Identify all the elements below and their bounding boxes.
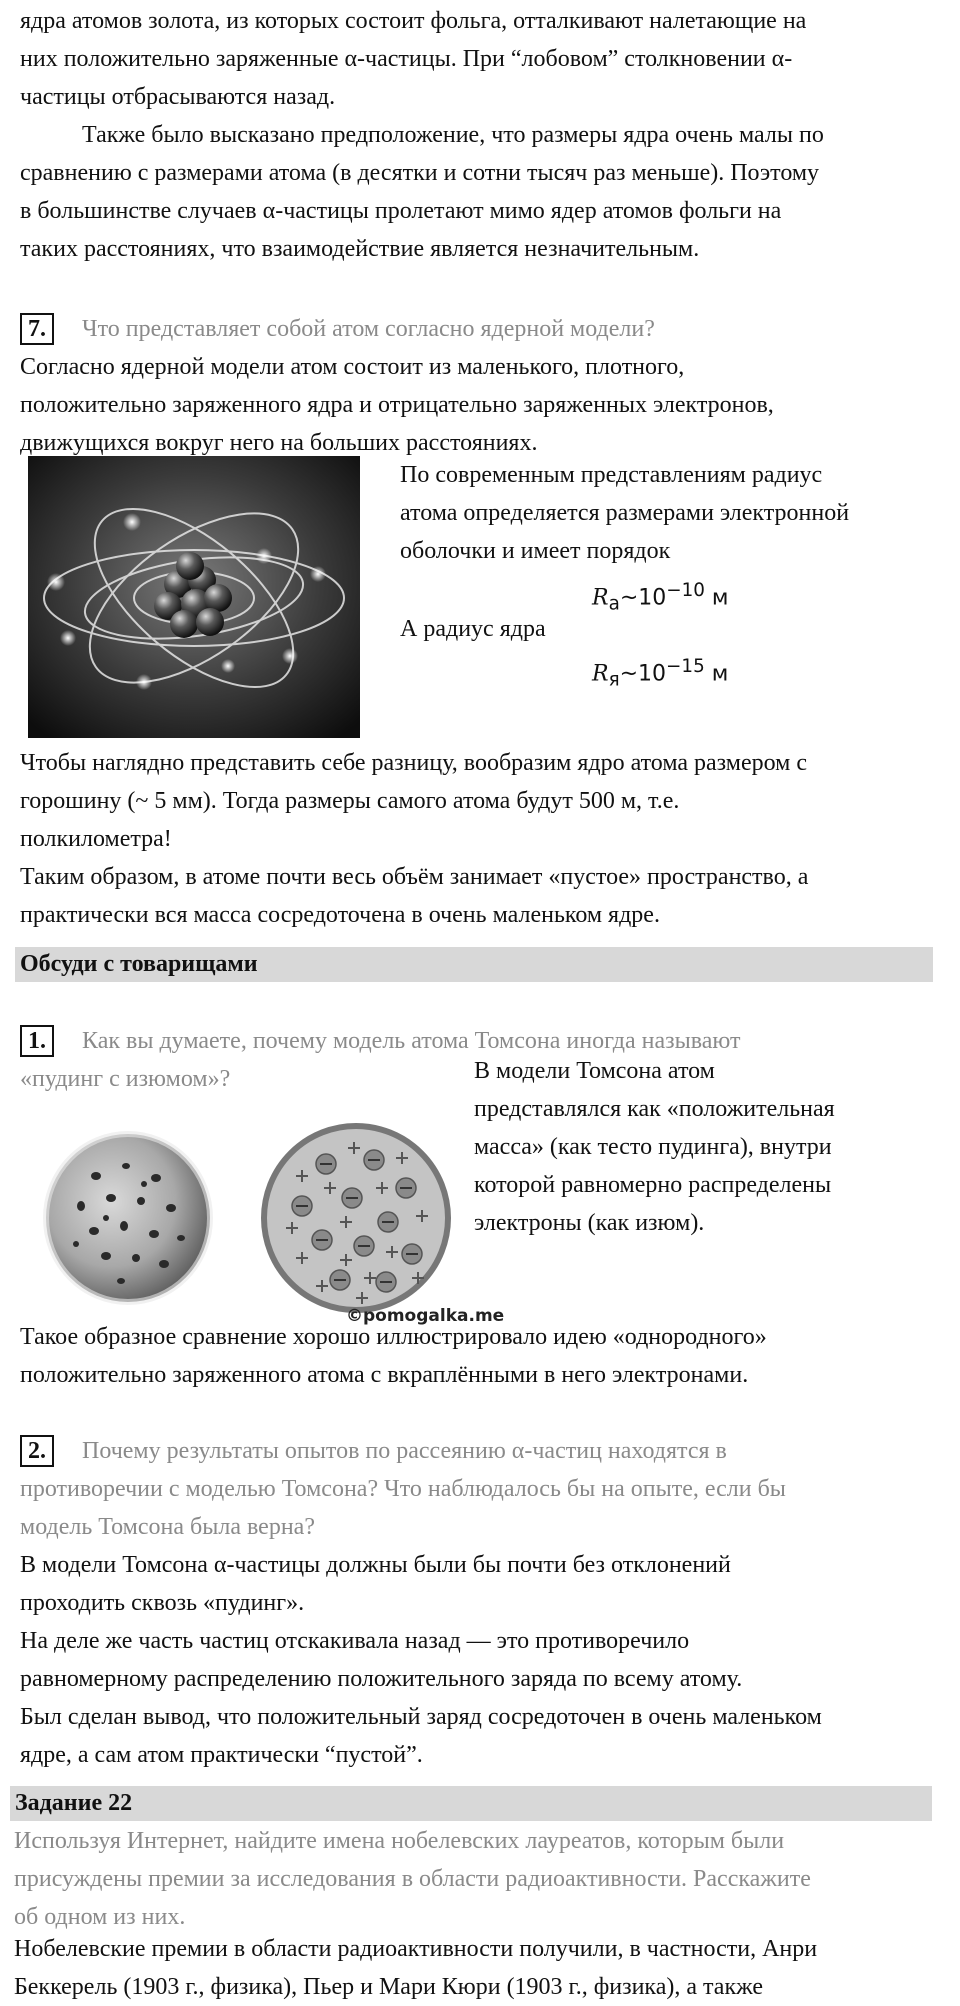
discuss-answer-2 <box>20 1546 822 1774</box>
answer-7-continued <box>20 744 808 934</box>
text-line: электроны (как изюм). <box>474 1210 705 1236</box>
text-line: проходить сквозь «пудинг». <box>20 1590 305 1616</box>
section-heading-task-22: Задание 22 <box>10 1786 932 1821</box>
text-line: частицы отбрасываются назад. <box>20 84 336 110</box>
formula-subscript: я <box>608 669 620 691</box>
question-number: 1. <box>20 1025 54 1057</box>
text-line: которой равномерно распределены <box>474 1172 832 1198</box>
text-line: движущихся вокруг него на больших расстояниях. <box>20 430 538 456</box>
text-line: об одном из них. <box>14 1904 186 1930</box>
formula-exponent: −15 <box>666 656 705 677</box>
text-line: горошину (~ 5 мм). Тогда размеры самого атома будут 500 м, т.е. <box>20 788 680 814</box>
text-line: По современным представлениям радиус <box>400 462 823 488</box>
question-text: модель Томсона была верна? <box>20 1514 315 1540</box>
formula-symbol: R <box>592 585 609 611</box>
question-number: 7. <box>20 313 54 345</box>
question-7 <box>20 310 655 348</box>
formula-nucleus-radius <box>592 648 728 700</box>
text-line: присуждены премии за исследования в области радиоактивности. Расскажите <box>14 1866 811 1892</box>
text-line: сравнению с размерами атома (в десятки и сотни тысяч раз меньше). Поэтому <box>20 160 820 186</box>
question-text: Что представляет собой атом согласно ядерной модели? <box>82 316 655 342</box>
text-line: Такое образное сравнение хорошо иллюстрировало идею «однородного» <box>20 1324 767 1350</box>
atom-radius-text <box>400 456 849 570</box>
discuss-answer-1 <box>20 1318 767 1394</box>
task-22-answer <box>14 1930 817 2006</box>
text-line: Был сделан вывод, что положительный заряд сосредоточен в очень маленьком <box>20 1704 822 1730</box>
text-line: положительно заряженного атома с вкраплёнными в него электронами. <box>20 1362 749 1388</box>
formula-base: ~10 <box>619 585 667 611</box>
intro-paragraph-2 <box>20 116 824 268</box>
text-line: таких расстояниях, что взаимодействие является незначительным. <box>20 236 700 262</box>
text-line: На деле же часть частиц отскакивала назад — это противоречило <box>20 1628 690 1654</box>
watermark: ©pomogalka.me <box>346 1306 505 1326</box>
formula-unit: м <box>704 585 729 611</box>
text-line: Согласно ядерной модели атом состоит из маленького, плотного, <box>20 354 685 380</box>
formula-unit: м <box>704 661 729 687</box>
text-line: ядра атомов золота, из которых состоит фольга, отталкивают налетающие на <box>20 8 807 34</box>
discuss-question-2 <box>20 1432 786 1546</box>
question-text: «пудинг с изюмом»? <box>20 1066 231 1092</box>
thomson-model-diagram <box>256 1118 456 1318</box>
text-line: равномерному распределению положительного заряда по всему атому. <box>20 1666 743 1692</box>
nucleus-radius-label: А радиус ядра <box>400 616 546 642</box>
thomson-description <box>474 1052 835 1242</box>
question-text: Как вы думаете, почему модель атома Томсона иногда называют <box>82 1028 741 1054</box>
text-line: Беккерель (1903 г., физика), Пьер и Мари Кюри (1903 г., физика), а также <box>14 1974 764 2000</box>
text-line: положительно заряженного ядра и отрицательно заряженных электронов, <box>20 392 774 418</box>
question-text: Почему результаты опытов по рассеянию α-частиц находятся в <box>82 1438 727 1464</box>
formula-exponent: −10 <box>666 580 705 601</box>
section-heading-discuss: Обсуди с товарищами <box>15 947 933 982</box>
question-number: 2. <box>20 1435 54 1467</box>
text-line: В модели Томсона атом <box>474 1058 715 1084</box>
intro-paragraph <box>20 2 806 116</box>
text-line: Таким образом, в атоме почти весь объём занимает «пустое» пространство, а <box>20 864 809 890</box>
text-line: В модели Томсона α-частицы должны были бы почти без отклонений <box>20 1552 731 1578</box>
text-line: Используя Интернет, найдите имена нобелевских лауреатов, которым были <box>14 1828 785 1854</box>
formula-subscript: а <box>608 593 620 615</box>
atom-model-image <box>28 456 360 738</box>
text-line: в большинстве случаев α-частицы пролетают мимо ядер атомов фольги на <box>20 198 782 224</box>
formula-atom-radius <box>592 572 729 624</box>
plum-pudding-photo <box>36 1126 216 1306</box>
text-line: полкилометра! <box>20 826 172 852</box>
text-line: них положительно заряженные α-частицы. При “лобовом” столкновении α- <box>20 46 793 72</box>
formula-symbol: R <box>592 661 609 687</box>
formula-base: ~10 <box>619 661 667 687</box>
text-line: практически вся масса сосредоточена в очень маленьком ядре. <box>20 902 660 928</box>
text-line: масса» (как тесто пудинга), внутри <box>474 1134 832 1160</box>
task-22-question <box>14 1822 811 1936</box>
text-line: оболочки и имеет порядок <box>400 538 671 564</box>
text-line: Нобелевские премии в области радиоактивности получили, в частности, Анри <box>14 1936 818 1962</box>
text-line: Также было высказано предположение, что размеры ядра очень малы по <box>82 122 824 148</box>
text-line: представлялся как «положительная <box>474 1096 835 1122</box>
text-line: атома определяется размерами электронной <box>400 500 850 526</box>
text-line: Чтобы наглядно представить себе разницу, вообразим ядро атома размером с <box>20 750 808 776</box>
question-text: противоречии с моделью Томсона? Что наблюдалось бы на опыте, если бы <box>20 1476 786 1502</box>
answer-7 <box>20 348 774 462</box>
text-line: ядре, а сам атом практически “пустой”. <box>20 1742 423 1768</box>
